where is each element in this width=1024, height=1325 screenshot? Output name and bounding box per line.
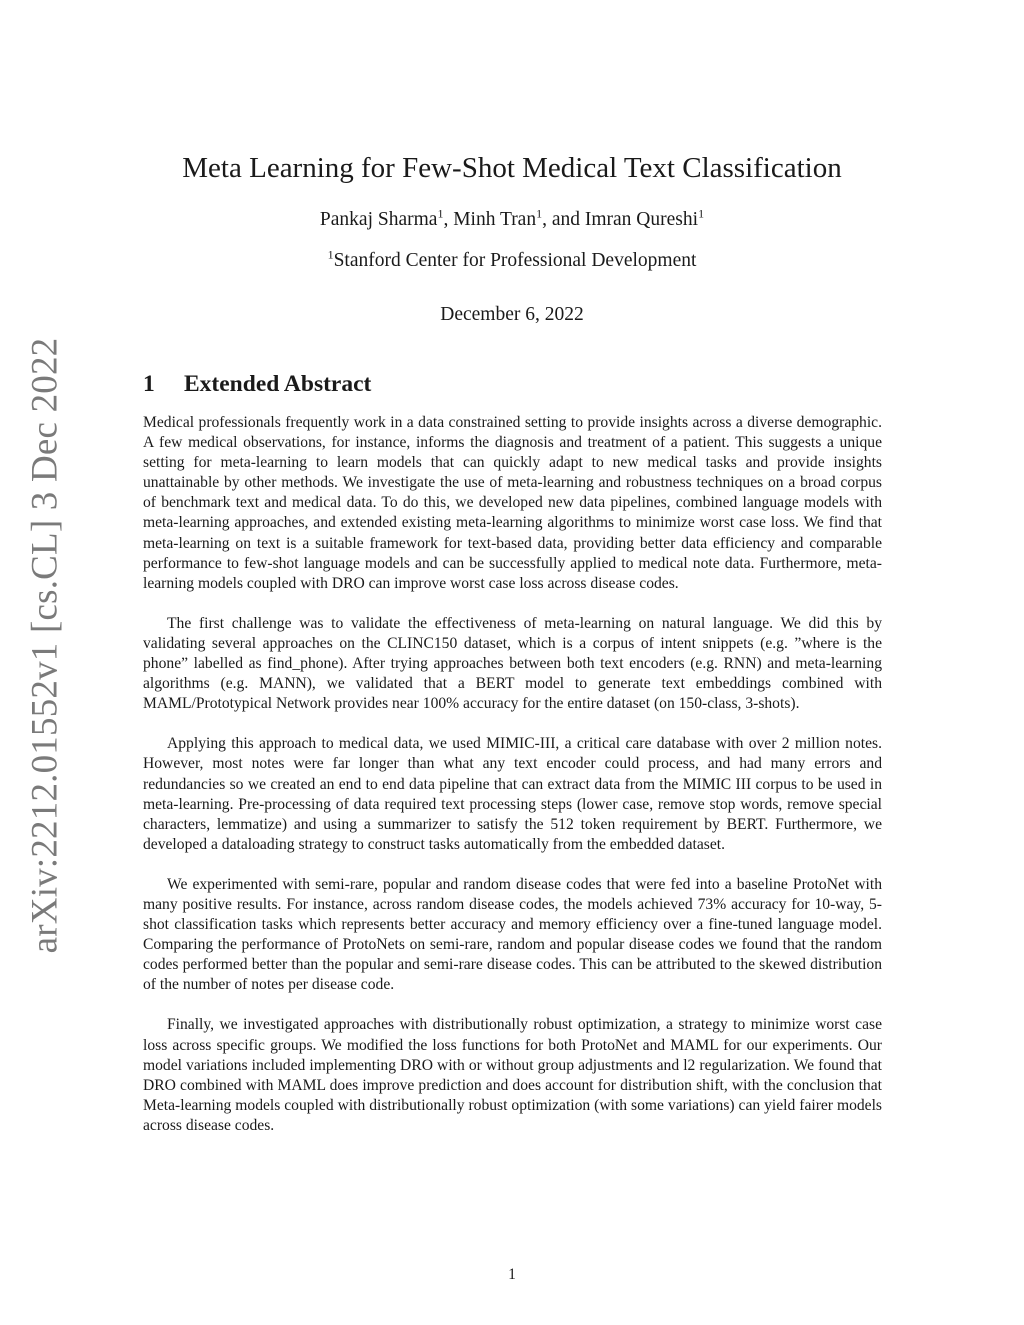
publication-date: December 6, 2022 [440,304,584,325]
author-name: Imran Qureshi [584,209,699,230]
author-affiliation-marker: 1 [437,206,444,221]
page-number: 1 [508,1266,516,1283]
abstract-paragraph: We experimented with semi-rare, popular and random disease codes that were fed into a baseline ProtoNet with many positive results. For instance, across random disease codes, the models achieved 73% accuracy for 10-way, 5-shot classification tasks which represents better accuracy and memory efficiency over a fine-tuned language model. Comparing the performance of ProtoNets on semi-rare, random and popular disease codes we found that the random codes performed better than the popular and semi-rare disease codes. This can be attributed to the skewed distribution of the number of notes per disease code. [143,875,882,994]
affiliation [0,247,1024,272]
abstract-paragraph: Finally, we investigated approaches with distributionally robust optimization, a strategy to minimize worst case loss across specific groups. We modified the loss functions for both ProtoNet and MAML for our experiments. Our model variations included implementing DRO with or without group adjustments and l2 regularization. We found that DRO combined with MAML does improve prediction and does account for distribution shift, with the conclusion that Meta-learning models coupled with distributionally robust optimization (with some variations) can yield fairer models across disease codes. [143,1016,882,1134]
author-affiliation-marker: 1 [536,206,543,221]
section-title: Extended Abstract [184,371,372,397]
abstract-paragraph: Applying this approach to medical data, we used MIMIC-III, a critical care database with over 2 million notes. However, most notes were far longer than what any text encoder could process, and had many errors and redundancies so we created an end to end data pipeline that can extract data from the MIMIC III corpus to be used in meta-learning. Pre-processing of data required text processing steps (lower case, remove stop words, remove special characters, lemmatize) and using a summarizer to satisfy the 512 token requirement by BERT. Furthermore, we developed a dataloading strategy to construct tasks automatically from the embedded dataset. [143,735,882,853]
section-number: 1 [143,371,155,397]
abstract-body [143,413,882,1156]
author-name: Pankaj Sharma [319,209,438,230]
paper-title: Meta Learning for Few-Shot Medical Text Classification [182,152,842,184]
author-list: Pankaj Sharma$^1$, Minh Tran$^1$, and Imran Qureshi$^1$ [319,206,705,230]
author-name: Minh Tran [453,209,537,230]
arxiv-identifier-stamp [20,337,70,953]
author-affiliation-marker: 1 [698,206,705,221]
affiliation-text: Stanford Center for Professional Development [333,250,697,271]
abstract-paragraph: The first challenge was to validate the effectiveness of meta-learning on natural language. We did this by validating several approaches on the CLINC150 dataset, which is a corpus of intent snippets (e.g. ”where is the phone” labelled as find_phone). After trying approaches between both text encoders (e.g. RNN) and meta-learning algorithms (e.g. MANN), we validated that a BERT model to generate text embeddings combined with MAML/Prototypical Network provides near 100% accuracy for the entire dataset (on 150-class, 3-shots). [143,614,882,713]
section-heading [143,371,371,398]
affiliation-marker: 1 [327,247,334,262]
abstract-paragraph: Medical professionals frequently work in a data constrained setting to provide insights across a diverse demographic. A few medical observations, for instance, informs the diagnosis and treatment of a patient. This suggests a unique setting for meta-learning to learn models that can quickly adapt to new medical tasks and provide insights unattainable by other methods. We investigate the use of meta-learning and robustness techniques on a broad corpus of benchmark text and medical data. To do this, we developed new data pipelines, combined language models with meta-learning approaches, and extended existing meta-learning algorithms to minimize worst case loss. We find that meta-learning on text is a suitable framework for text-based data, providing better data efficiency and comparable performance to few-shot language models and can be successfully applied to medical note data. Furthermore, meta-learning models coupled with DRO can improve worst case loss across disease codes. [143,414,882,592]
arxiv-identifier-text: arXiv:2212.01552v1 [cs.CL] 3 Dec 2022 [24,337,66,953]
